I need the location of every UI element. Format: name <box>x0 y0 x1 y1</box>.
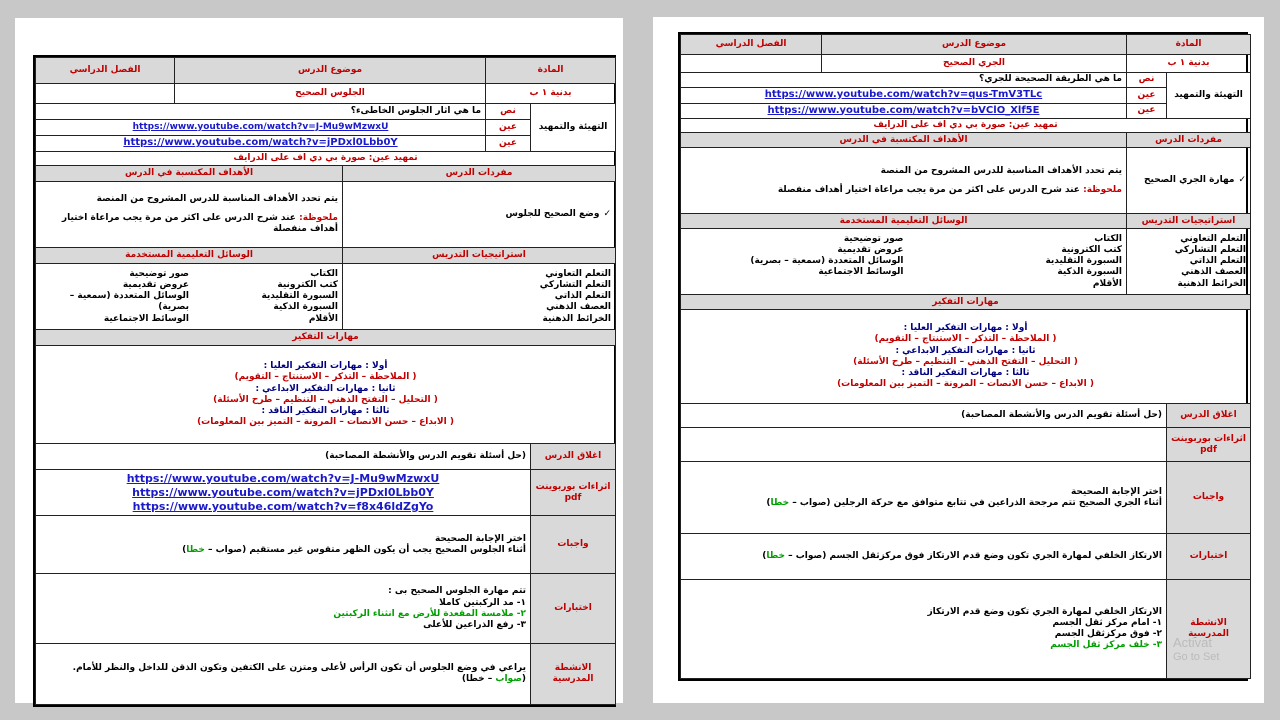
homework-label: واجبات <box>1167 462 1251 534</box>
activities-line: الارتكاز الخلفي لمهارة الجري تكون وضع قدم الارتكاز <box>927 606 1163 617</box>
goals-note-label: ملحوظة: <box>1083 184 1123 195</box>
media-item: السبورة التقليدية <box>1045 256 1123 267</box>
enrich-label: اثراءات بوربوينت pdf <box>531 470 616 516</box>
thinking-cell <box>681 310 1251 404</box>
closing-text: (حل أسئلة تقويم الدرس والأنشطة المصاحبة) <box>681 404 1167 428</box>
media-item: الوسائط الاجتماعية <box>818 267 904 278</box>
subject-value: بدنية ١ ب <box>486 84 616 104</box>
thinking-cell <box>36 346 616 444</box>
activities-line: يراعي في وضع الجلوس أن تكون الرأس لأعلى ومتزن على الكتفين وتكون الذقن للداخل والنظر للأمام. <box>72 662 527 673</box>
topic-header: موضوع الدرس <box>175 58 486 84</box>
media-cell <box>36 264 343 330</box>
closing-label: اغلاق الدرس <box>531 444 616 470</box>
homework-cell <box>36 516 531 574</box>
strategy-item: التعلم التعاوني <box>1180 233 1247 244</box>
topic-value: الجلوس الصحيح <box>175 84 486 104</box>
media-item: الوسائل المتعددة (سمعية – بصرية) <box>750 256 904 267</box>
activities-label: الانشطة المدرسية <box>531 644 616 705</box>
answer-close: ) <box>182 544 187 555</box>
intro-type: عين <box>486 120 531 136</box>
intro-type: عين <box>1127 88 1167 104</box>
strategy-item: التعلم الذاتي <box>1189 256 1247 267</box>
vocab-item: وضع الصحيح للجلوس <box>505 209 600 220</box>
intro-type: نص <box>486 104 531 120</box>
thinking-line: أولا : مهارات التفكير العليا : <box>903 323 1028 333</box>
strategy-item: التعلم التشاركي <box>1174 244 1247 255</box>
right-lesson-sheet <box>678 32 1248 681</box>
goals-cell <box>681 148 1127 214</box>
enrich-links <box>36 470 531 516</box>
goals-note: عند شرح الدرس على اكثر من مرة يجب مراعاة اختيار أهداف منفصلة <box>61 213 339 235</box>
media-item: السبورة التقليدية <box>261 291 339 302</box>
activation-watermark <box>1173 635 1219 664</box>
intro-video-link[interactable]: https://www.youtube.com/watch?v=jPDxl0Lbb0Y <box>36 136 486 152</box>
intro-label: التهيئة والتمهيد <box>531 104 616 152</box>
enrich-link[interactable]: https://www.youtube.com/watch?v=J-Mu9wMzwxU <box>126 472 440 486</box>
intro-type: نص <box>1127 73 1167 88</box>
subject-value: بدنية ١ ب <box>1127 55 1251 73</box>
strategy-item: العصف الذهني <box>546 302 612 313</box>
answer-close: ) <box>766 497 771 508</box>
left-page <box>15 18 623 703</box>
thinking-line: أولا : مهارات التفكير العليا : <box>263 361 388 371</box>
goals-text: يتم تحدد الأهداف المناسبة للدرس المشروح من المنصة <box>880 165 1123 176</box>
activities-line: ٢- فوق مركزثقل الجسم <box>1054 629 1163 640</box>
media-item: الأقلام <box>308 313 339 324</box>
goals-cell <box>36 182 343 248</box>
media-item: كتب الكترونية <box>1061 244 1123 255</box>
thinking-title: مهارات التفكير <box>36 330 616 346</box>
closing-text: (حل أسئلة تقويم الدرس والأنشطة المصاحبة) <box>36 444 531 470</box>
strategy-item: التعلم التعاوني <box>545 268 612 279</box>
tests-cell <box>36 574 531 644</box>
goals-title: الأهداف المكتسبة في الدرس <box>36 166 343 182</box>
watermark-line: Go to Set <box>1173 650 1220 663</box>
tests-label: اختبارات <box>1167 534 1251 580</box>
thinking-line: ثالثا : مهارات التفكير الناقد : <box>261 406 390 416</box>
enrich-links <box>681 428 1167 462</box>
media-item: السبورة الذكية <box>273 302 339 313</box>
activities-line: ١- امام مركز ثقل الجسم <box>1052 617 1163 628</box>
thinking-line: ثانيا : مهارات التفكير الابداعي : <box>895 345 1036 356</box>
strategy-item: التعلم الذاتي <box>554 291 612 302</box>
media-item: الأقلام <box>1092 278 1123 289</box>
enrich-link[interactable]: https://www.youtube.com/watch?v=jPDxl0Lbb0Y <box>132 485 434 499</box>
homework-line: اختر الإجابة الصحيحة <box>1070 486 1163 497</box>
tests-label: اختبارات <box>531 574 616 644</box>
answer-rest: – خطا) <box>461 674 496 685</box>
thinking-line: ( الملاحظة – التذكر – الاستنتاج – التقويم) <box>874 334 1057 345</box>
goals-note-label: ملحوظة: <box>299 213 339 224</box>
thinking-line: ( التحليل – التفتح الذهني – التنظيم – طرح الأسئلة) <box>213 394 438 405</box>
answer-open: ( <box>521 674 527 685</box>
media-cell <box>681 229 1127 295</box>
media-item: السبورة الذكية <box>1057 267 1123 278</box>
media-item: الكتاب <box>1094 233 1123 244</box>
thinking-title: مهارات التفكير <box>681 295 1251 310</box>
answer-open: (صواب – <box>789 497 831 508</box>
thinking-line: ثانيا : مهارات التفكير الابداعي : <box>255 383 396 394</box>
subject-header: المادة <box>1127 35 1251 55</box>
thinking-line: ثالثا : مهارات التفكير الناقد : <box>901 368 1030 378</box>
vocab-cell <box>1127 148 1251 214</box>
thinking-line: ( الابداع – حسن الانصات – المرونة – التميز بين المعلومات) <box>197 417 454 428</box>
vocab-title: مفردات الدرس <box>343 166 616 182</box>
thinking-line: ( الابداع – حسن الانصات – المرونة – التميز بين المعلومات) <box>837 379 1094 390</box>
intro-question: ما هي الطريقة الصحيحة للجري؟ <box>681 73 1127 88</box>
subject-header: المادة <box>486 58 616 84</box>
check-icon: ✓ <box>1238 175 1247 186</box>
answer-wrong: خطا <box>766 551 785 562</box>
homework-line: أثناء الجلوس الصحيح يجب أن يكون الظهر متقوس غير مستقيم <box>249 544 527 555</box>
tests-line: تتم مهارة الجلوس الصحيح بى : <box>388 586 527 597</box>
answer-wrong: خطا <box>770 497 790 508</box>
semester-value <box>681 55 822 73</box>
closing-label: اغلاق الدرس <box>1167 404 1251 428</box>
topic-value: الجري الصحيح <box>822 55 1127 73</box>
vocab-cell <box>343 182 616 248</box>
strategy-item: الخرائط الذهنية <box>1177 278 1247 289</box>
media-item: الوسائط الاجتماعية <box>103 313 189 324</box>
goals-title: الأهداف المكتسبة في الدرس <box>681 133 1127 148</box>
enrich-link[interactable]: https://www.youtube.com/watch?v=f8x46ldZgYo <box>132 499 434 513</box>
thinking-line: ( التحليل – التفتح الذهني – التنظيم – طرح الأسئلة) <box>853 356 1078 367</box>
strategy-item: التعلم التشاركي <box>539 279 612 290</box>
homework-label: واجبات <box>531 516 616 574</box>
homework-line: اختر الإجابة الصحيحة <box>434 533 527 544</box>
goals-text: يتم تحدد الأهداف المناسبة للدرس المشروح من المنصة <box>96 193 339 204</box>
activities-label: الانشطة المدرسية <box>1167 580 1251 679</box>
eye-note: تمهيد عين: صورة بي دي اف على الدرايف <box>681 119 1251 133</box>
strategies-title: استراتيجيات التدريس <box>343 248 616 264</box>
media-title: الوسائل التعليمية المستخدمة <box>36 248 343 264</box>
strategies-cell <box>1127 229 1251 295</box>
semester-value <box>36 84 175 104</box>
answer-close: ) <box>762 551 767 562</box>
semester-header: الفصل الدراسي <box>681 35 822 55</box>
strategy-item: الخرائط الذهنية <box>542 313 612 324</box>
strategies-title: استراتيجيات التدريس <box>1127 214 1251 229</box>
media-title: الوسائل التعليمية المستخدمة <box>681 214 1127 229</box>
goals-note: عند شرح الدرس على اكثر من مرة يجب مراعاة اختيار أهداف منفصلة <box>777 184 1084 195</box>
intro-video-link[interactable]: https://www.youtube.com/watch?v=J-Mu9wMzwxU <box>36 120 486 136</box>
media-item: عروض تقديمية <box>837 244 904 255</box>
strategies-cell <box>343 264 616 330</box>
homework-line: أثناء الجري الصحيح تتم مرجحة الذراعين في تتابع متوافق مع حركة الرجلين <box>833 497 1163 508</box>
topic-header: موضوع الدرس <box>822 35 1127 55</box>
intro-video-link[interactable]: https://www.youtube.com/watch?v=bVClO_Xlf5E <box>681 103 1127 119</box>
activities-cell <box>681 580 1167 679</box>
tests-line: ١- مد الركبتين كاملا <box>439 597 527 608</box>
media-item: عروض تقديمية <box>122 279 189 290</box>
tests-cell <box>681 534 1167 580</box>
intro-type: عين <box>486 136 531 152</box>
answer-right: صواب <box>495 674 522 685</box>
media-item: الوسائل المتعددة (سمعية – بصرية) <box>69 291 189 313</box>
eye-note: تمهيد عين: صورة بي دي اف على الدرايف <box>36 152 616 166</box>
vocab-title: مفردات الدرس <box>1127 133 1251 148</box>
activities-line: ٣- خلف مركز ثقل الجسم <box>1050 640 1163 651</box>
strategy-item: العصف الذهني <box>1181 267 1247 278</box>
media-item: صور توضيحية <box>843 233 904 244</box>
media-item: كتب الكترونية <box>277 279 339 290</box>
intro-type: عين <box>1127 103 1167 119</box>
answer-open: (صواب – <box>784 551 827 562</box>
check-icon: ✓ <box>603 209 612 220</box>
enrich-label: اثراءات بوربوينت pdf <box>1167 428 1251 462</box>
left-lesson-sheet <box>33 55 616 707</box>
intro-label: التهيئة والتمهيد <box>1167 73 1251 119</box>
answer-wrong: خطا <box>186 544 205 555</box>
intro-question: ما هي اثار الجلوس الخاطىء؟ <box>36 104 486 120</box>
tests-line: ٣- رفع الذراعين للأعلى <box>423 620 527 630</box>
watermark-line: Activat <box>1173 635 1213 650</box>
media-item: الكتاب <box>310 268 339 279</box>
vocab-item: مهارة الجري الصحيح <box>1144 175 1235 186</box>
thinking-line: ( الملاحظة – التذكر – الاستنتاج – التقويم) <box>234 372 417 383</box>
right-page <box>653 17 1264 703</box>
semester-header: الفصل الدراسي <box>36 58 175 84</box>
activities-cell <box>36 644 531 705</box>
homework-cell <box>681 462 1167 534</box>
media-item: صور توضيحية <box>129 268 189 279</box>
intro-video-link[interactable]: https://www.youtube.com/watch?v=qus-TmV3TLc <box>681 88 1127 104</box>
answer-open: (صواب – <box>204 544 247 555</box>
tests-line: ٢- ملامسة المقعدة للأرض مع انثناء الركبتين <box>333 608 527 619</box>
tests-line: الارتكاز الخلفي لمهارة الجري تكون وضع قدم الارتكاز فوق مركزثقل الجسم <box>829 551 1163 562</box>
